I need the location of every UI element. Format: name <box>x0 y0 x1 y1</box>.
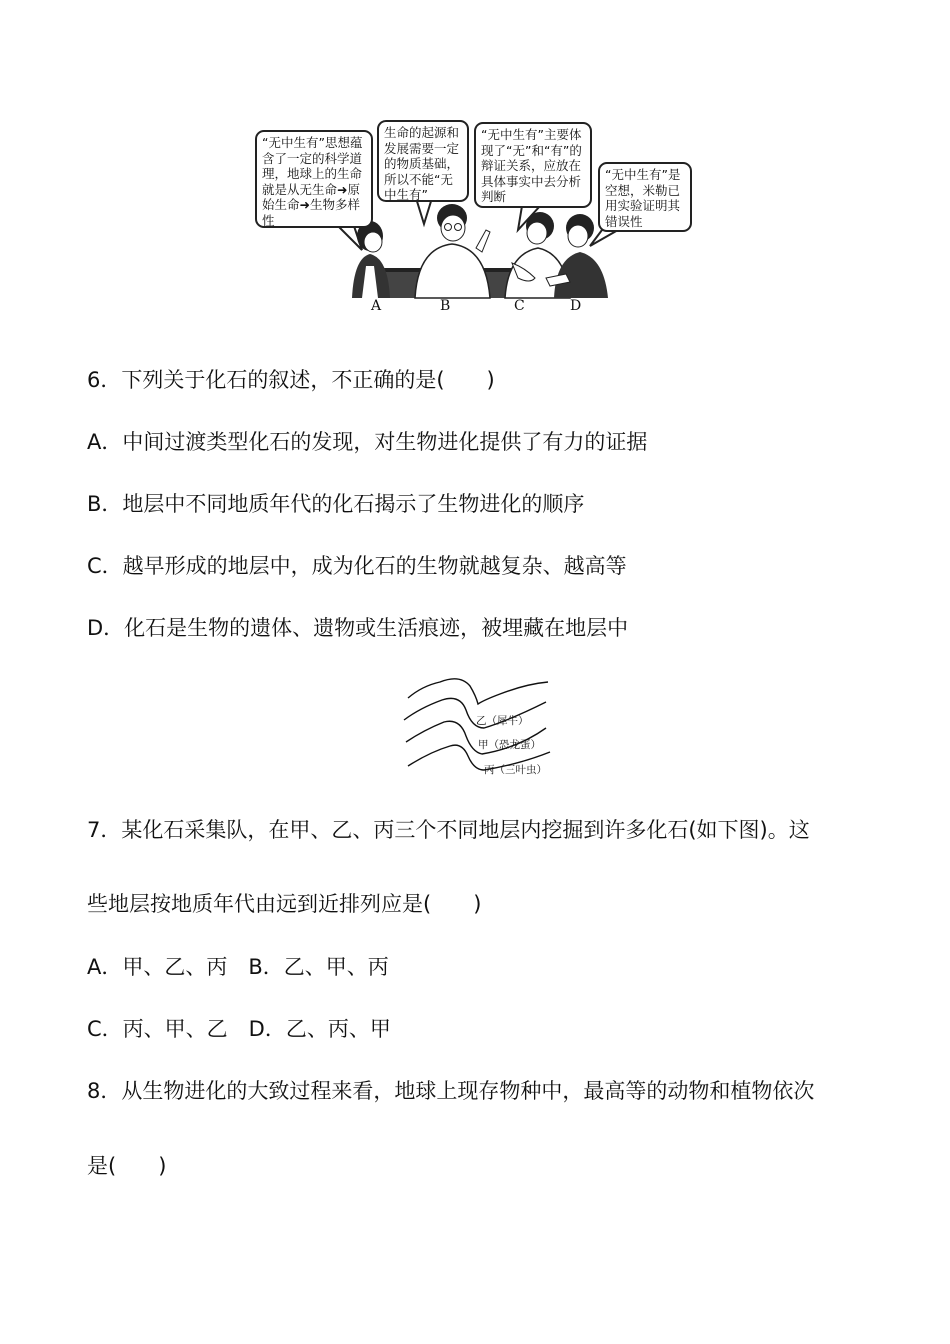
speech-bubble-d <box>598 162 692 232</box>
layer-label-yi: 乙（犀牛） <box>476 715 529 727</box>
speech-bubble-a <box>255 130 373 228</box>
question-7-options-row2: C．丙、甲、乙 D．乙、丙、甲 <box>87 1017 391 1041</box>
layer-label-jia: 甲（恐龙蛋） <box>478 739 541 751</box>
person-label-d: D <box>570 298 582 314</box>
question-6-option-d: D．化石是生物的遗体、遗物或生活痕迹，被埋藏在地层中 <box>87 616 629 640</box>
strata-figure <box>400 666 560 782</box>
speech-bubble-c <box>474 122 592 208</box>
question-8-stem-line2: 是( ) <box>87 1154 167 1178</box>
question-6-option-a: A．中间过渡类型化石的发现，对生物进化提供了有力的证据 <box>87 430 648 454</box>
speech-bubble-b <box>377 120 469 202</box>
question-6-stem: 6．下列关于化石的叙述，不正确的是( ) <box>87 368 495 392</box>
layer-label-bing: 丙（三叶虫） <box>484 764 547 776</box>
question-6-option-b: B．地层中不同地质年代的化石揭示了生物进化的顺序 <box>87 492 585 516</box>
question-7-stem-line2: 些地层按地质年代由远到近排列应是( ) <box>87 892 482 916</box>
speech-bubble-d-text: “无中生有”是空想，米勒已用实验证明其错误性 <box>605 167 681 229</box>
person-label-c: C <box>514 298 525 314</box>
question-6-option-c: C．越早形成的地层中，成为化石的生物就越复杂、越高等 <box>87 554 627 578</box>
question-7-stem-line1: 7．某化石采集队，在甲、乙、丙三个不同地层内挖掘到许多化石(如下图)。这 <box>87 818 810 842</box>
question-8-stem-line1: 8．从生物进化的大致过程来看，地球上现存物种中，最高等的动物和植物依次 <box>87 1079 815 1103</box>
speech-bubble-c-text: “无中生有”主要体现了“无”和“有”的辩证关系，应放在具体事实中去分析判断 <box>481 127 582 204</box>
speech-bubble-a-text: “无中生有”思想蕴含了一定的科学道理，地球上的生命就是从无生命➜原始生命➜生物多样性 <box>262 135 363 228</box>
speech-bubble-b-text: 生命的起源和发展需要一定的物质基础，所以不能“无中生有” <box>384 125 460 202</box>
person-label-a: A <box>371 298 382 314</box>
question-7-options-row1: A．甲、乙、丙 B．乙、甲、丙 <box>87 955 389 979</box>
discussion-figure <box>250 118 700 318</box>
person-label-b: B <box>440 298 451 314</box>
